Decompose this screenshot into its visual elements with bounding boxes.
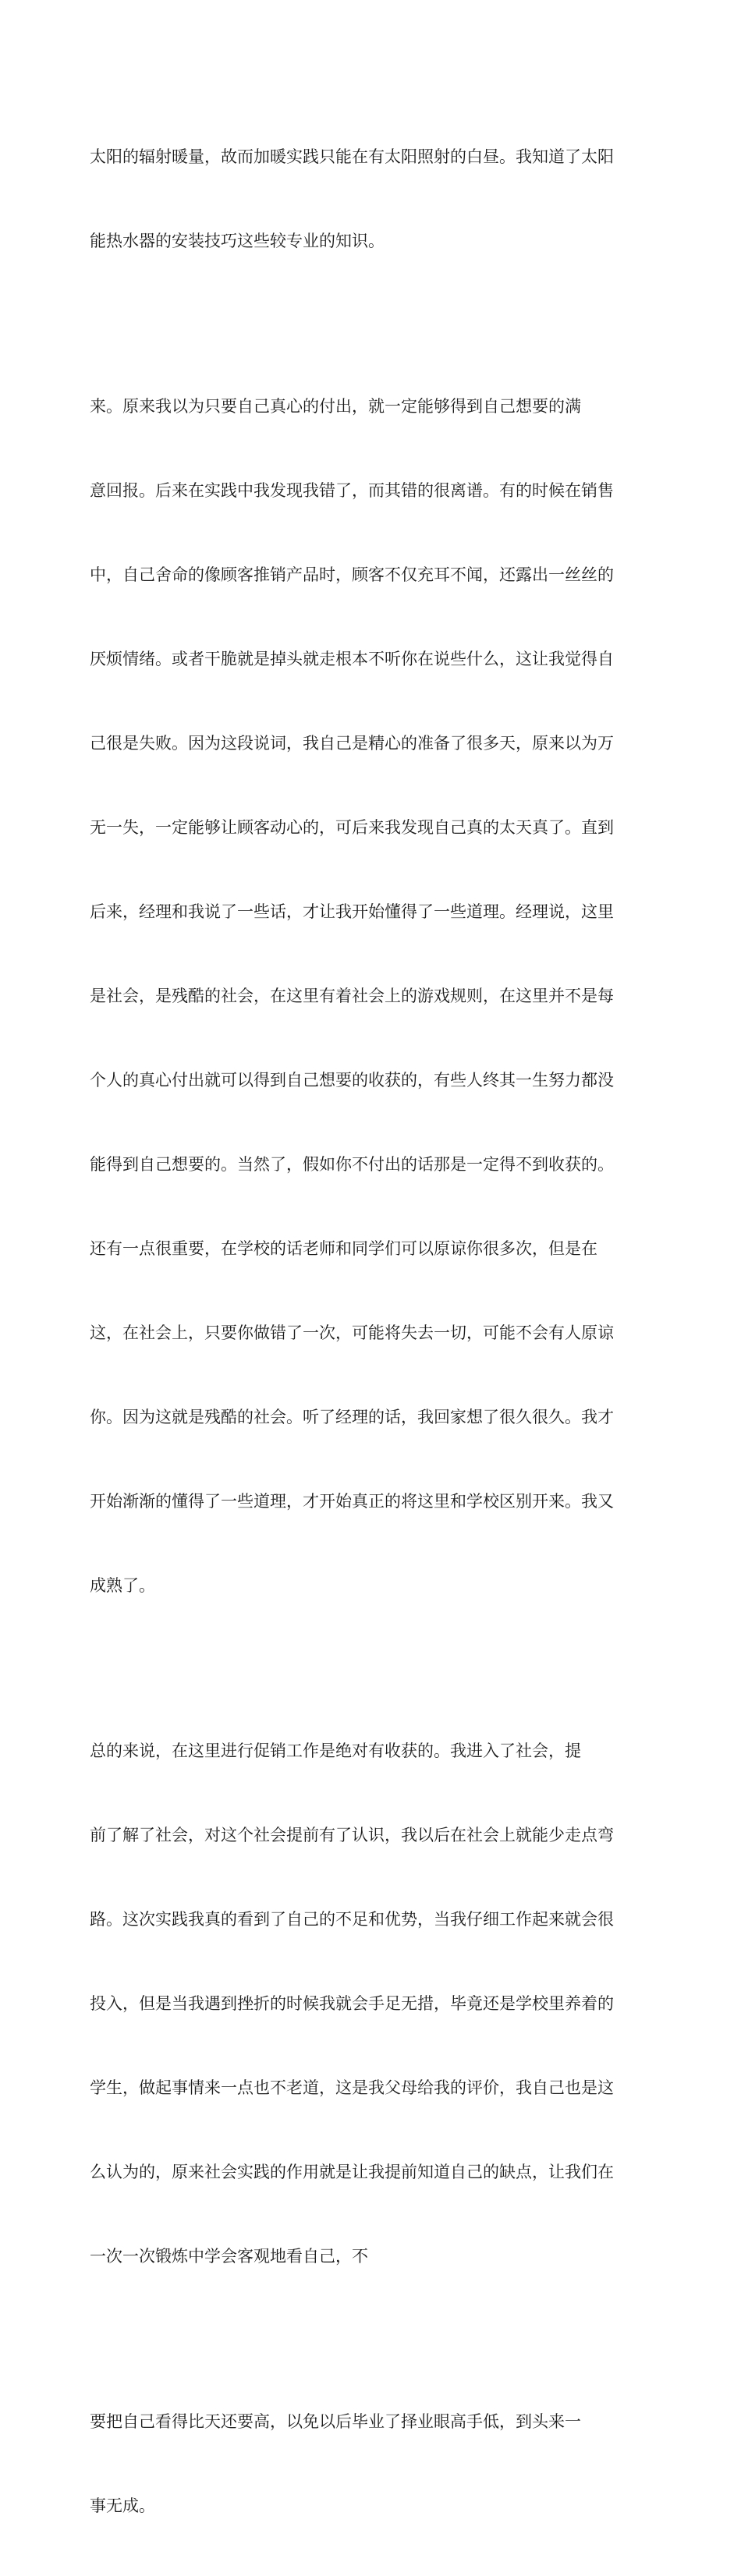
paragraph-2-line-9: 个人的真心付出就可以得到自己想要的收获的，有些人终其一生努力都没 xyxy=(90,1071,614,1090)
paragraph-2-line-10: 能得到自己想要的。当然了，假如你不付出的话那是一定得不到收获的。 xyxy=(90,1155,614,1174)
paragraph-2-line-14: 开始渐渐的懂得了一些道理，才开始真正的将这里和学校区别开来。我又 xyxy=(90,1492,614,1511)
paragraph-2-line-4: 厌烦情绪。或者干脆就是掉头就走根本不听你在说些什么，这让我觉得自 xyxy=(90,650,614,668)
paragraph-3-line-1: 总的来说，在这里进行促销工作是绝对有收获的。我进入了社会，提 xyxy=(90,1742,581,1760)
paragraph-3-line-5: 学生，做起事情来一点也不老道，这是我父母给我的评价，我自己也是这 xyxy=(90,2078,614,2097)
paragraph-4-line-1: 要把自己看得比天还要高，以免以后毕业了择业眼高手低，到头来一 xyxy=(90,2412,581,2431)
paragraph-1-line-2: 能热水器的安装技巧这些较专业的知识。 xyxy=(90,232,385,250)
paragraph-2-line-1: 来。原来我以为只要自己真心的付出，就一定能够得到自己想要的满 xyxy=(90,397,581,416)
paragraph-4 xyxy=(90,2351,651,2576)
paragraph-2 xyxy=(90,336,651,1656)
paragraph-3-line-2: 前了解了社会，对这个社会提前有了认识，我以后在社会上就能少走点弯 xyxy=(90,1826,614,1844)
paragraph-2-line-3: 中，自己舍命的像顾客推销产品时，顾客不仅充耳不闻，还露出一丝丝的 xyxy=(90,565,614,584)
paragraph-3-line-7: 一次一次锻炼中学会客观地看自己，不 xyxy=(90,2247,368,2266)
paragraph-3-line-6: 么认为的，原来社会实践的作用就是让我提前知道自己的缺点，让我们在 xyxy=(90,2163,614,2181)
paragraph-4-line-2: 事无成。 xyxy=(90,2496,155,2515)
paragraph-2-line-8: 是社会，是残酷的社会，在这里有着社会上的游戏规则，在这里并不是每 xyxy=(90,987,614,1005)
paragraph-2-line-7: 后来，经理和我说了一些话，才让我开始懂得了一些道理。经理说，这里 xyxy=(90,902,614,921)
paragraph-3-line-4: 投入，但是当我遇到挫折的时候我就会手足无措，毕竟还是学校里养着的 xyxy=(90,1994,614,2013)
document-body xyxy=(90,87,651,2576)
paragraph-1-line-1: 太阳的辐射暖量，故而加暖实践只能在有太阳照射的白昼。我知道了太阳 xyxy=(90,147,614,166)
paragraph-2-line-6: 无一失，一定能够让顾客动心的，可后来我发现自己真的太天真了。直到 xyxy=(90,818,614,837)
paragraph-3 xyxy=(90,1681,651,2326)
paragraph-2-line-13: 你。因为这就是残酷的社会。听了经理的话，我回家想了很久很久。我才 xyxy=(90,1408,614,1426)
paragraph-2-line-11: 还有一点很重要，在学校的话老师和同学们可以原谅你很多次，但是在 xyxy=(90,1239,597,1258)
paragraph-2-line-15: 成熟了。 xyxy=(90,1576,155,1595)
paragraph-2-line-12: 这，在社会上，只要你做错了一次，可能将失去一切，可能不会有人原谅 xyxy=(90,1323,614,1342)
paragraph-2-line-5: 己很是失败。因为这段说词，我自己是精心的准备了很多天，原来以为万 xyxy=(90,734,614,753)
paragraph-1 xyxy=(90,87,651,311)
paragraph-2-line-2: 意回报。后来在实践中我发现我错了，而其错的很离谱。有的时候在销售 xyxy=(90,481,614,500)
paragraph-3-line-3: 路。这次实践我真的看到了自己的不足和优势，当我仔细工作起来就会很 xyxy=(90,1910,614,1929)
